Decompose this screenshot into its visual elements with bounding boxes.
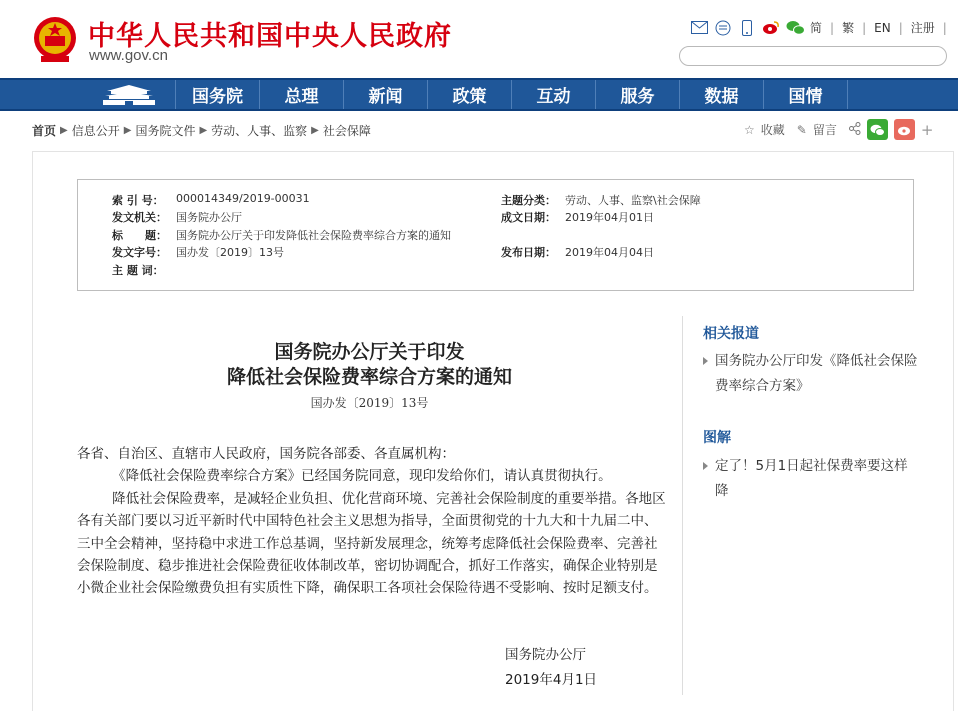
article-paragraph-2: 降低社会保险费率，是减轻企业负担、优化营商环境、完善社会保险制度的重要举措。各地区各有关部门要以习近平新时代中国特色社会主义思想为指导，全面贯彻党的十九大和十九届二中、三中全会精神，坚持稳中求进工作总基调，坚持新发展理念，统筹考虑降低社会保险费率、完善社会保险制度、稳步推进社会保险费征收体制改革，密切协调配合，抓好工作落实，确保企业特别是小微企业社会保险缴费负担有实质性下降，确保职工各项社会保险待遇不受影响、按时足额支付。	[77, 490, 666, 597]
infographic-heading: 图解	[703, 430, 731, 446]
top-tools	[690, 19, 949, 36]
meta-title: 标 题： 国务院办公厅关于印发降低社会保险费率综合方案的通知	[112, 229, 451, 242]
breadcrumb	[32, 122, 371, 139]
mobile-icon[interactable]	[738, 20, 756, 36]
chevron-right-icon: ▶	[199, 125, 208, 136]
main-nav	[0, 78, 958, 111]
article-doc-no: 国办发〔2019〕13号	[310, 396, 429, 410]
star-icon[interactable]: ☆	[744, 122, 755, 137]
breadcrumb-info-public[interactable]: 信息公开	[71, 124, 120, 138]
site-url: www.gov.cn	[89, 47, 168, 64]
article-salutation: 各省、自治区、直辖市人民政府，国务院各部委、各直属机构：	[77, 446, 455, 462]
nav-item-data[interactable]: 数据	[680, 80, 764, 109]
lang-english-link[interactable]: EN	[874, 20, 891, 35]
site-title[interactable]: 中华人民共和国中央人民政府	[88, 21, 452, 52]
wechat-share-icon[interactable]	[867, 119, 888, 140]
search-input[interactable]	[679, 46, 947, 66]
article-paragraph-1: 《降低社会保险费率综合方案》已经国务院同意，现印发给你们，请认真贯彻执行。	[112, 468, 612, 485]
lang-traditional-link[interactable]: 繁	[842, 21, 855, 35]
meta-issuer: 发文机关： 国务院办公厅	[112, 211, 242, 224]
national-emblem-logo[interactable]	[32, 14, 78, 64]
plus-icon[interactable]: +	[920, 120, 934, 139]
meta-created-date: 成文日期： 2019年04月01日	[501, 211, 654, 224]
chevron-right-icon: ▶	[60, 125, 68, 136]
article-date: 2019年4月1日	[505, 672, 598, 688]
breadcrumb-state-docs[interactable]: 国务院文件	[135, 124, 196, 138]
chevron-right-icon: ▶	[311, 125, 319, 136]
document-metadata-table	[77, 179, 914, 291]
divider: |	[862, 20, 867, 35]
comment-link[interactable]: 留言	[812, 123, 837, 137]
article-signer: 国务院办公厅	[505, 647, 586, 663]
meta-index-no: 索 引 号： 000014349/2019-00031	[112, 192, 310, 207]
related-report-link[interactable]: 国务院办公厅印发《降低社会保险费率综合方案》	[703, 349, 918, 399]
nav-item-policy[interactable]: 政策	[428, 80, 512, 109]
nav-item-premier[interactable]: 总理	[260, 80, 344, 109]
breadcrumb-home[interactable]: 首页	[32, 124, 57, 138]
favorite-link[interactable]: 收藏	[760, 123, 785, 137]
message-icon[interactable]	[714, 20, 732, 36]
pencil-icon[interactable]: ✎	[796, 122, 807, 137]
home-nav-button[interactable]	[82, 80, 176, 109]
chevron-right-icon: ▶	[123, 125, 132, 136]
breadcrumb-labor[interactable]: 劳动、人事、监察	[211, 124, 308, 138]
infographic-link[interactable]: 定了！5月1日起社保费率要这样降	[703, 454, 918, 504]
article-actions	[744, 119, 933, 140]
meta-category: 主题分类： 劳动、人事、监察\社会保障	[501, 194, 701, 207]
nav-item-state-council[interactable]: 国务院	[176, 80, 260, 109]
divider: |	[942, 20, 947, 35]
article-title-line2: 降低社会保险费率综合方案的通知	[226, 366, 512, 388]
sidebar	[682, 316, 952, 695]
lang-simplified-link[interactable]: 简	[810, 21, 823, 35]
tiananmen-icon	[101, 84, 157, 106]
meta-keywords: 主 题 词：	[112, 264, 164, 277]
nav-item-national-info[interactable]: 国情	[764, 80, 848, 109]
wechat-icon[interactable]	[786, 20, 804, 36]
weibo-share-icon[interactable]	[894, 119, 915, 140]
mail-icon[interactable]	[690, 20, 708, 36]
article-body	[77, 443, 667, 600]
related-reports-heading: 相关报道	[703, 326, 759, 342]
divider: |	[898, 20, 903, 35]
register-link[interactable]: 注册	[910, 21, 935, 35]
meta-published-date: 发布日期： 2019年04月04日	[501, 246, 654, 259]
article-title-line1: 国务院办公厅关于印发	[274, 341, 465, 363]
breadcrumb-social-security[interactable]: 社会保障	[322, 124, 371, 138]
site-header	[0, 0, 958, 78]
nav-item-news[interactable]: 新闻	[344, 80, 428, 109]
weibo-icon[interactable]	[762, 20, 780, 36]
article-header	[77, 340, 662, 411]
share-icon[interactable]	[849, 122, 861, 138]
meta-doc-no: 发文字号： 国办发〔2019〕13号	[112, 246, 284, 259]
divider: |	[830, 20, 835, 35]
nav-item-interaction[interactable]: 互动	[512, 80, 596, 109]
nav-item-services[interactable]: 服务	[596, 80, 680, 109]
